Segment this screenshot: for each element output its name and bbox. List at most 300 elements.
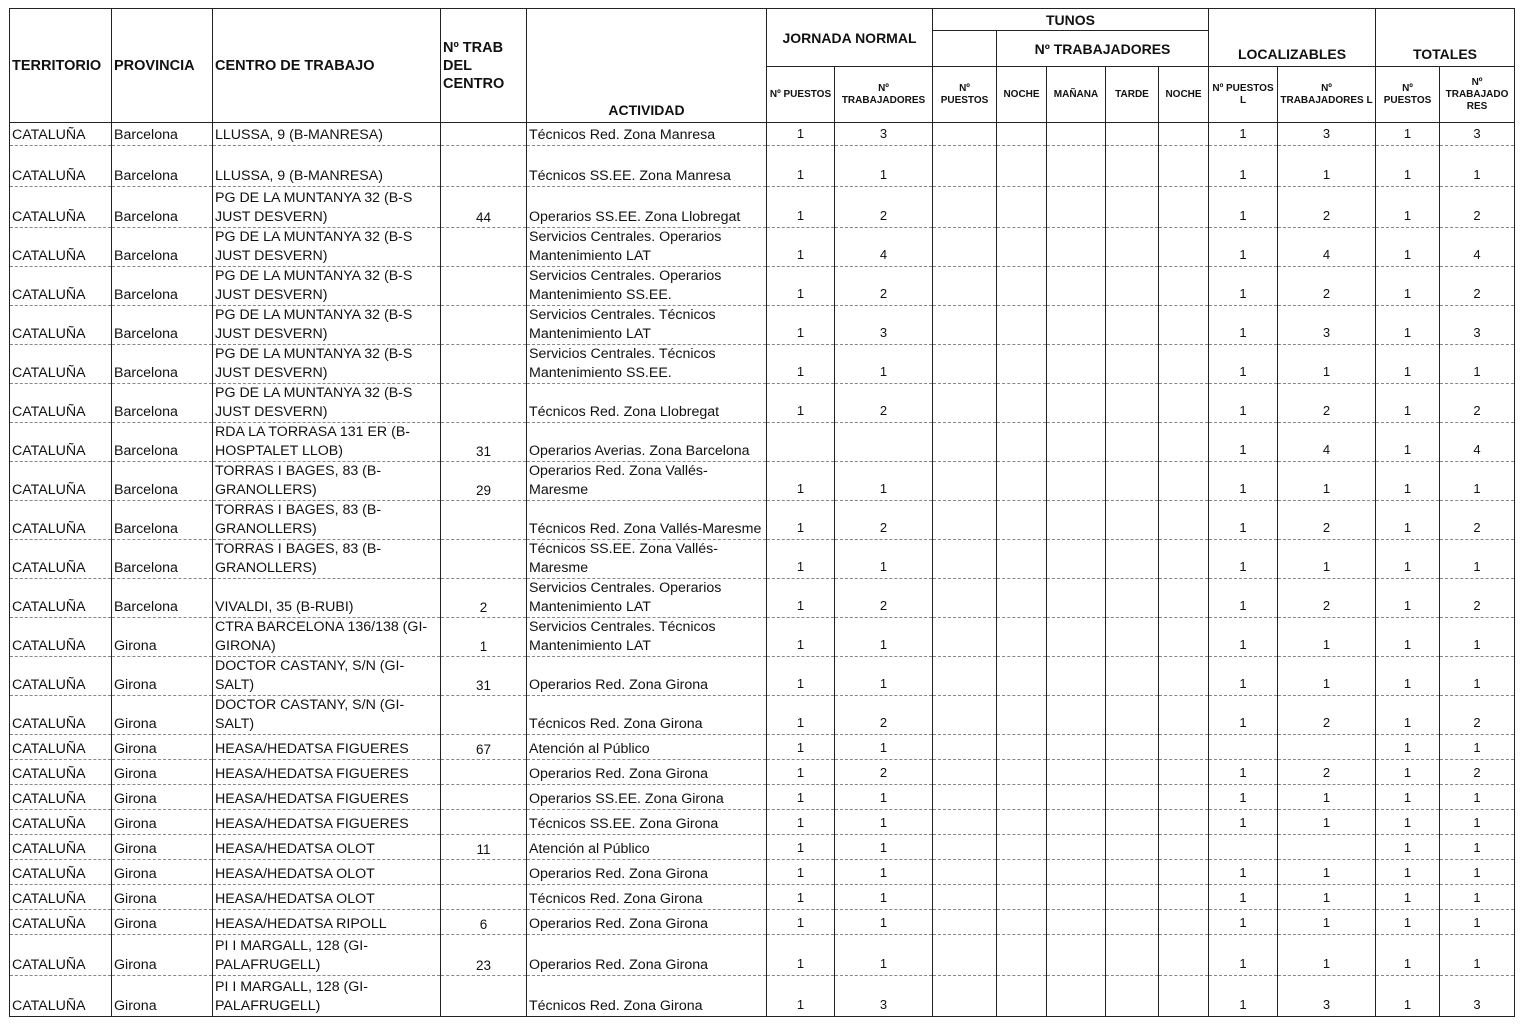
cell-tu-puestos <box>933 187 997 228</box>
header-ntrab-centro: Nº TRAB DEL CENTRO <box>441 9 527 123</box>
cell-territorio: CATALUÑA <box>10 785 112 810</box>
cell-ntrab-centro <box>441 123 527 146</box>
cell-provincia: Barcelona <box>112 345 213 384</box>
cell-tot-trabajadores: 1 <box>1440 146 1515 187</box>
cell-noche-2 <box>1159 935 1209 976</box>
cell-noche-2 <box>1159 657 1209 696</box>
cell-noche-1 <box>997 835 1047 860</box>
cell-noche-1 <box>997 810 1047 835</box>
cell-loc-trabajadores: 3 <box>1278 123 1376 146</box>
cell-tarde <box>1106 760 1159 785</box>
cell-ntrab-centro <box>441 976 527 1017</box>
table-row <box>10 540 1515 579</box>
cell-jn-trabajadores: 1 <box>835 657 933 696</box>
cell-tot-trabajadores: 2 <box>1440 267 1515 306</box>
cell-manana <box>1047 618 1106 657</box>
cell-noche-1 <box>997 976 1047 1017</box>
table-row <box>10 384 1515 423</box>
table-body <box>10 123 1515 1017</box>
cell-ntrab-centro <box>441 146 527 187</box>
cell-centro: HEASA/HEDATSA OLOT <box>213 835 441 860</box>
table-row <box>10 267 1515 306</box>
cell-tot-puestos: 1 <box>1376 423 1440 462</box>
cell-jn-puestos: 1 <box>767 187 835 228</box>
cell-loc-trabajadores: 1 <box>1278 146 1376 187</box>
table-row <box>10 835 1515 860</box>
cell-tot-puestos: 1 <box>1376 860 1440 885</box>
cell-manana <box>1047 306 1106 345</box>
cell-jn-puestos: 1 <box>767 976 835 1017</box>
cell-tarde <box>1106 860 1159 885</box>
cell-actividad: Operarios Red. Zona Vallés-Maresme <box>527 462 767 501</box>
table-row <box>10 345 1515 384</box>
cell-jn-trabajadores: 1 <box>835 835 933 860</box>
cell-noche-1 <box>997 910 1047 935</box>
cell-noche-1 <box>997 306 1047 345</box>
cell-tot-trabajadores: 3 <box>1440 306 1515 345</box>
table-row <box>10 187 1515 228</box>
table-row <box>10 735 1515 760</box>
cell-jn-puestos: 1 <box>767 935 835 976</box>
cell-jn-puestos: 1 <box>767 835 835 860</box>
table-row <box>10 462 1515 501</box>
cell-jn-puestos: 1 <box>767 501 835 540</box>
cell-centro: TORRAS I BAGES, 83 (B-GRANOLLERS) <box>213 540 441 579</box>
cell-provincia: Girona <box>112 785 213 810</box>
cell-noche-2 <box>1159 885 1209 910</box>
cell-noche-2 <box>1159 462 1209 501</box>
cell-ntrab-centro: 31 <box>441 423 527 462</box>
cell-jn-puestos: 1 <box>767 910 835 935</box>
cell-territorio: CATALUÑA <box>10 976 112 1017</box>
cell-centro: DOCTOR CASTANY, S/N (GI-SALT) <box>213 657 441 696</box>
cell-noche-2 <box>1159 123 1209 146</box>
cell-loc-trabajadores: 2 <box>1278 267 1376 306</box>
cell-territorio: CATALUÑA <box>10 910 112 935</box>
cell-manana <box>1047 501 1106 540</box>
cell-actividad: Servicios Centrales. Técnicos Mantenimiento SS.EE. <box>527 345 767 384</box>
cell-ntrab-centro: 11 <box>441 835 527 860</box>
cell-loc-puestos: 1 <box>1209 976 1278 1017</box>
cell-tot-puestos: 1 <box>1376 696 1440 735</box>
header-territorio: TERRITORIO <box>10 9 112 123</box>
cell-tu-puestos <box>933 306 997 345</box>
cell-loc-puestos <box>1209 735 1278 760</box>
cell-manana <box>1047 735 1106 760</box>
cell-territorio: CATALUÑA <box>10 345 112 384</box>
cell-noche-1 <box>997 267 1047 306</box>
cell-tu-puestos <box>933 618 997 657</box>
cell-noche-1 <box>997 345 1047 384</box>
table-row <box>10 657 1515 696</box>
cell-tarde <box>1106 579 1159 618</box>
cell-territorio: CATALUÑA <box>10 123 112 146</box>
header-tarde: TARDE <box>1106 67 1159 123</box>
cell-ntrab-centro <box>441 885 527 910</box>
cell-territorio: CATALUÑA <box>10 760 112 785</box>
cell-noche-2 <box>1159 187 1209 228</box>
cell-tu-puestos <box>933 267 997 306</box>
cell-noche-1 <box>997 579 1047 618</box>
staffing-table-sheet <box>9 8 1515 1017</box>
cell-territorio: CATALUÑA <box>10 696 112 735</box>
cell-noche-1 <box>997 123 1047 146</box>
cell-territorio: CATALUÑA <box>10 306 112 345</box>
cell-tarde <box>1106 735 1159 760</box>
cell-jn-puestos: 1 <box>767 146 835 187</box>
cell-tot-puestos: 1 <box>1376 501 1440 540</box>
cell-tu-puestos <box>933 735 997 760</box>
cell-tot-puestos: 1 <box>1376 384 1440 423</box>
cell-noche-1 <box>997 540 1047 579</box>
cell-tot-puestos: 1 <box>1376 910 1440 935</box>
cell-jn-trabajadores: 1 <box>835 885 933 910</box>
cell-tot-puestos: 1 <box>1376 187 1440 228</box>
cell-tot-puestos: 1 <box>1376 976 1440 1017</box>
cell-loc-puestos: 1 <box>1209 657 1278 696</box>
cell-jn-puestos: 1 <box>767 267 835 306</box>
cell-actividad: Servicios Centrales. Técnicos Mantenimiento LAT <box>527 306 767 345</box>
cell-provincia: Girona <box>112 976 213 1017</box>
cell-jn-trabajadores: 1 <box>835 785 933 810</box>
cell-loc-puestos: 1 <box>1209 345 1278 384</box>
cell-centro: HEASA/HEDATSA RIPOLL <box>213 910 441 935</box>
cell-tarde <box>1106 657 1159 696</box>
cell-tot-puestos: 1 <box>1376 306 1440 345</box>
cell-loc-trabajadores: 3 <box>1278 306 1376 345</box>
cell-noche-1 <box>997 885 1047 910</box>
cell-tot-puestos: 1 <box>1376 540 1440 579</box>
cell-tot-puestos: 1 <box>1376 785 1440 810</box>
cell-tu-puestos <box>933 785 997 810</box>
cell-territorio: CATALUÑA <box>10 657 112 696</box>
cell-tot-trabajadores: 1 <box>1440 657 1515 696</box>
cell-tot-trabajadores: 2 <box>1440 760 1515 785</box>
cell-ntrab-centro <box>441 501 527 540</box>
cell-tu-puestos <box>933 910 997 935</box>
table-row <box>10 976 1515 1017</box>
cell-provincia: Barcelona <box>112 462 213 501</box>
cell-loc-trabajadores: 1 <box>1278 462 1376 501</box>
cell-jn-trabajadores: 2 <box>835 187 933 228</box>
cell-provincia: Girona <box>112 885 213 910</box>
cell-tu-puestos <box>933 810 997 835</box>
cell-tu-puestos <box>933 501 997 540</box>
table-row <box>10 123 1515 146</box>
cell-centro: CTRA BARCELONA 136/138 (GI-GIRONA) <box>213 618 441 657</box>
cell-tarde <box>1106 306 1159 345</box>
cell-actividad: Técnicos Red. Zona Vallés-Maresme <box>527 501 767 540</box>
cell-tu-puestos <box>933 345 997 384</box>
cell-territorio: CATALUÑA <box>10 267 112 306</box>
cell-provincia: Barcelona <box>112 579 213 618</box>
cell-provincia: Barcelona <box>112 267 213 306</box>
cell-loc-puestos: 1 <box>1209 885 1278 910</box>
cell-tu-puestos <box>933 146 997 187</box>
cell-tarde <box>1106 976 1159 1017</box>
cell-jn-trabajadores: 1 <box>835 735 933 760</box>
cell-jn-puestos: 1 <box>767 760 835 785</box>
cell-provincia: Girona <box>112 618 213 657</box>
cell-loc-trabajadores: 4 <box>1278 423 1376 462</box>
cell-territorio: CATALUÑA <box>10 540 112 579</box>
cell-tu-puestos <box>933 860 997 885</box>
cell-tot-trabajadores: 1 <box>1440 860 1515 885</box>
cell-provincia: Barcelona <box>112 540 213 579</box>
cell-tarde <box>1106 423 1159 462</box>
header-jornada-normal: JORNADA NORMAL <box>767 9 933 67</box>
cell-tot-puestos: 1 <box>1376 579 1440 618</box>
cell-noche-1 <box>997 785 1047 810</box>
header-centro: CENTRO DE TRABAJO <box>213 9 441 123</box>
cell-tot-trabajadores: 3 <box>1440 976 1515 1017</box>
table-row <box>10 501 1515 540</box>
cell-ntrab-centro <box>441 860 527 885</box>
cell-noche-2 <box>1159 618 1209 657</box>
header-tot-puestos: Nº PUESTOS <box>1376 67 1440 123</box>
cell-centro: PG DE LA MUNTANYA 32 (B-S JUST DESVERN) <box>213 228 441 267</box>
cell-noche-2 <box>1159 860 1209 885</box>
cell-jn-puestos: 1 <box>767 123 835 146</box>
cell-provincia: Girona <box>112 935 213 976</box>
cell-loc-trabajadores: 1 <box>1278 540 1376 579</box>
cell-jn-trabajadores: 3 <box>835 306 933 345</box>
cell-tot-puestos: 1 <box>1376 760 1440 785</box>
cell-tot-trabajadores: 1 <box>1440 835 1515 860</box>
cell-manana <box>1047 696 1106 735</box>
cell-provincia: Girona <box>112 835 213 860</box>
cell-ntrab-centro <box>441 345 527 384</box>
cell-manana <box>1047 760 1106 785</box>
cell-tot-puestos: 1 <box>1376 810 1440 835</box>
cell-loc-trabajadores: 1 <box>1278 910 1376 935</box>
header-manana: MAÑANA <box>1047 67 1106 123</box>
cell-noche-1 <box>997 228 1047 267</box>
cell-tu-puestos <box>933 228 997 267</box>
cell-actividad: Técnicos Red. Zona Llobregat <box>527 384 767 423</box>
cell-noche-1 <box>997 860 1047 885</box>
table-row <box>10 228 1515 267</box>
cell-ntrab-centro <box>441 785 527 810</box>
cell-jn-puestos: 1 <box>767 228 835 267</box>
cell-ntrab-centro: 67 <box>441 735 527 760</box>
cell-centro: PI I MARGALL, 128 (GI-PALAFRUGELL) <box>213 976 441 1017</box>
table-row <box>10 579 1515 618</box>
table-row <box>10 146 1515 187</box>
cell-territorio: CATALUÑA <box>10 501 112 540</box>
cell-jn-puestos: 1 <box>767 885 835 910</box>
header-localizables: LOCALIZABLES <box>1209 9 1376 67</box>
cell-manana <box>1047 885 1106 910</box>
cell-tarde <box>1106 935 1159 976</box>
cell-loc-puestos: 1 <box>1209 910 1278 935</box>
cell-centro: DOCTOR CASTANY, S/N (GI-SALT) <box>213 696 441 735</box>
cell-manana <box>1047 910 1106 935</box>
cell-noche-2 <box>1159 306 1209 345</box>
cell-manana <box>1047 384 1106 423</box>
cell-jn-puestos: 1 <box>767 860 835 885</box>
cell-jn-trabajadores: 1 <box>835 810 933 835</box>
cell-actividad: Atención al Público <box>527 735 767 760</box>
cell-jn-puestos: 1 <box>767 810 835 835</box>
cell-tot-trabajadores: 3 <box>1440 123 1515 146</box>
cell-noche-1 <box>997 735 1047 760</box>
cell-manana <box>1047 935 1106 976</box>
cell-loc-trabajadores: 1 <box>1278 885 1376 910</box>
cell-tarde <box>1106 540 1159 579</box>
cell-actividad: Técnicos Red. Zona Manresa <box>527 123 767 146</box>
cell-loc-trabajadores: 1 <box>1278 345 1376 384</box>
cell-actividad: Operarios SS.EE. Zona Llobregat <box>527 187 767 228</box>
cell-actividad: Técnicos SS.EE. Zona Vallés-Maresme <box>527 540 767 579</box>
cell-loc-puestos: 1 <box>1209 187 1278 228</box>
cell-loc-trabajadores: 4 <box>1278 228 1376 267</box>
cell-tot-trabajadores: 1 <box>1440 935 1515 976</box>
cell-provincia: Girona <box>112 760 213 785</box>
cell-loc-trabajadores: 1 <box>1278 657 1376 696</box>
cell-centro: PI I MARGALL, 128 (GI-PALAFRUGELL) <box>213 935 441 976</box>
table-header <box>10 9 1515 123</box>
cell-actividad: Técnicos SS.EE. Zona Girona <box>527 810 767 835</box>
header-tu-puestos: Nº PUESTOS <box>933 67 997 123</box>
cell-jn-trabajadores: 1 <box>835 910 933 935</box>
cell-jn-trabajadores: 2 <box>835 579 933 618</box>
cell-provincia: Barcelona <box>112 123 213 146</box>
cell-noche-1 <box>997 462 1047 501</box>
cell-jn-puestos: 1 <box>767 462 835 501</box>
header-loc-puestos: Nº PUESTOS L <box>1209 67 1278 123</box>
cell-tot-trabajadores: 4 <box>1440 228 1515 267</box>
cell-jn-trabajadores: 3 <box>835 123 933 146</box>
cell-loc-puestos: 1 <box>1209 810 1278 835</box>
cell-ntrab-centro: 1 <box>441 618 527 657</box>
cell-noche-1 <box>997 187 1047 228</box>
cell-loc-puestos: 1 <box>1209 146 1278 187</box>
cell-actividad: Servicios Centrales. Técnicos Mantenimiento LAT <box>527 618 767 657</box>
cell-tot-puestos: 1 <box>1376 345 1440 384</box>
cell-manana <box>1047 860 1106 885</box>
cell-manana <box>1047 657 1106 696</box>
cell-actividad: Servicios Centrales. Operarios Mantenimiento LAT <box>527 579 767 618</box>
cell-jn-trabajadores <box>835 423 933 462</box>
cell-jn-trabajadores: 1 <box>835 462 933 501</box>
cell-loc-puestos: 1 <box>1209 860 1278 885</box>
cell-centro: HEASA/HEDATSA FIGUERES <box>213 735 441 760</box>
table-row <box>10 760 1515 785</box>
cell-jn-puestos: 1 <box>767 657 835 696</box>
cell-jn-trabajadores: 2 <box>835 501 933 540</box>
cell-centro: HEASA/HEDATSA OLOT <box>213 885 441 910</box>
cell-tarde <box>1106 187 1159 228</box>
cell-jn-trabajadores: 1 <box>835 540 933 579</box>
cell-provincia: Girona <box>112 910 213 935</box>
cell-tu-puestos <box>933 885 997 910</box>
cell-noche-1 <box>997 618 1047 657</box>
table-row <box>10 618 1515 657</box>
cell-ntrab-centro <box>441 540 527 579</box>
cell-ntrab-centro: 2 <box>441 579 527 618</box>
cell-manana <box>1047 267 1106 306</box>
cell-tu-puestos <box>933 976 997 1017</box>
cell-manana <box>1047 976 1106 1017</box>
cell-noche-1 <box>997 935 1047 976</box>
cell-noche-1 <box>997 146 1047 187</box>
cell-noche-1 <box>997 423 1047 462</box>
cell-tarde <box>1106 501 1159 540</box>
cell-jn-puestos: 1 <box>767 306 835 345</box>
cell-loc-puestos: 1 <box>1209 423 1278 462</box>
cell-ntrab-centro: 23 <box>441 935 527 976</box>
cell-noche-2 <box>1159 760 1209 785</box>
cell-noche-2 <box>1159 345 1209 384</box>
cell-centro: PG DE LA MUNTANYA 32 (B-S JUST DESVERN) <box>213 306 441 345</box>
cell-loc-trabajadores: 1 <box>1278 860 1376 885</box>
cell-actividad: Operarios Red. Zona Girona <box>527 860 767 885</box>
cell-territorio: CATALUÑA <box>10 860 112 885</box>
cell-manana <box>1047 785 1106 810</box>
cell-centro: PG DE LA MUNTANYA 32 (B-S JUST DESVERN) <box>213 267 441 306</box>
cell-loc-puestos: 1 <box>1209 760 1278 785</box>
cell-tot-trabajadores: 1 <box>1440 735 1515 760</box>
cell-tarde <box>1106 835 1159 860</box>
cell-actividad: Atención al Público <box>527 835 767 860</box>
cell-ntrab-centro <box>441 306 527 345</box>
cell-tarde <box>1106 345 1159 384</box>
cell-tu-puestos <box>933 423 997 462</box>
header-jn-puestos: Nº PUESTOS <box>767 67 835 123</box>
cell-tot-puestos: 1 <box>1376 146 1440 187</box>
cell-noche-2 <box>1159 384 1209 423</box>
cell-ntrab-centro <box>441 760 527 785</box>
cell-noche-1 <box>997 384 1047 423</box>
cell-loc-puestos: 1 <box>1209 579 1278 618</box>
cell-ntrab-centro: 31 <box>441 657 527 696</box>
header-noche-2: NOCHE <box>1159 67 1209 123</box>
cell-tot-trabajadores: 1 <box>1440 618 1515 657</box>
cell-noche-2 <box>1159 228 1209 267</box>
cell-loc-puestos: 1 <box>1209 501 1278 540</box>
cell-ntrab-centro <box>441 696 527 735</box>
cell-centro: HEASA/HEDATSA FIGUERES <box>213 785 441 810</box>
cell-provincia: Barcelona <box>112 187 213 228</box>
cell-loc-trabajadores: 2 <box>1278 760 1376 785</box>
cell-centro: TORRAS I BAGES, 83 (B-GRANOLLERS) <box>213 462 441 501</box>
cell-loc-puestos <box>1209 835 1278 860</box>
cell-tu-puestos <box>933 760 997 785</box>
cell-centro: PG DE LA MUNTANYA 32 (B-S JUST DESVERN) <box>213 187 441 228</box>
cell-tu-puestos <box>933 579 997 618</box>
cell-tu-puestos <box>933 835 997 860</box>
cell-noche-1 <box>997 760 1047 785</box>
cell-noche-2 <box>1159 579 1209 618</box>
cell-ntrab-centro <box>441 810 527 835</box>
cell-tarde <box>1106 384 1159 423</box>
cell-manana <box>1047 423 1106 462</box>
cell-provincia: Barcelona <box>112 146 213 187</box>
cell-territorio: CATALUÑA <box>10 935 112 976</box>
cell-jn-trabajadores: 1 <box>835 146 933 187</box>
cell-noche-2 <box>1159 267 1209 306</box>
cell-noche-2 <box>1159 735 1209 760</box>
cell-tot-puestos: 1 <box>1376 735 1440 760</box>
cell-tu-puestos <box>933 935 997 976</box>
cell-ntrab-centro <box>441 228 527 267</box>
cell-jn-puestos: 1 <box>767 785 835 810</box>
header-provincia: PROVINCIA <box>112 9 213 123</box>
cell-noche-1 <box>997 501 1047 540</box>
cell-noche-2 <box>1159 146 1209 187</box>
cell-tu-puestos <box>933 384 997 423</box>
